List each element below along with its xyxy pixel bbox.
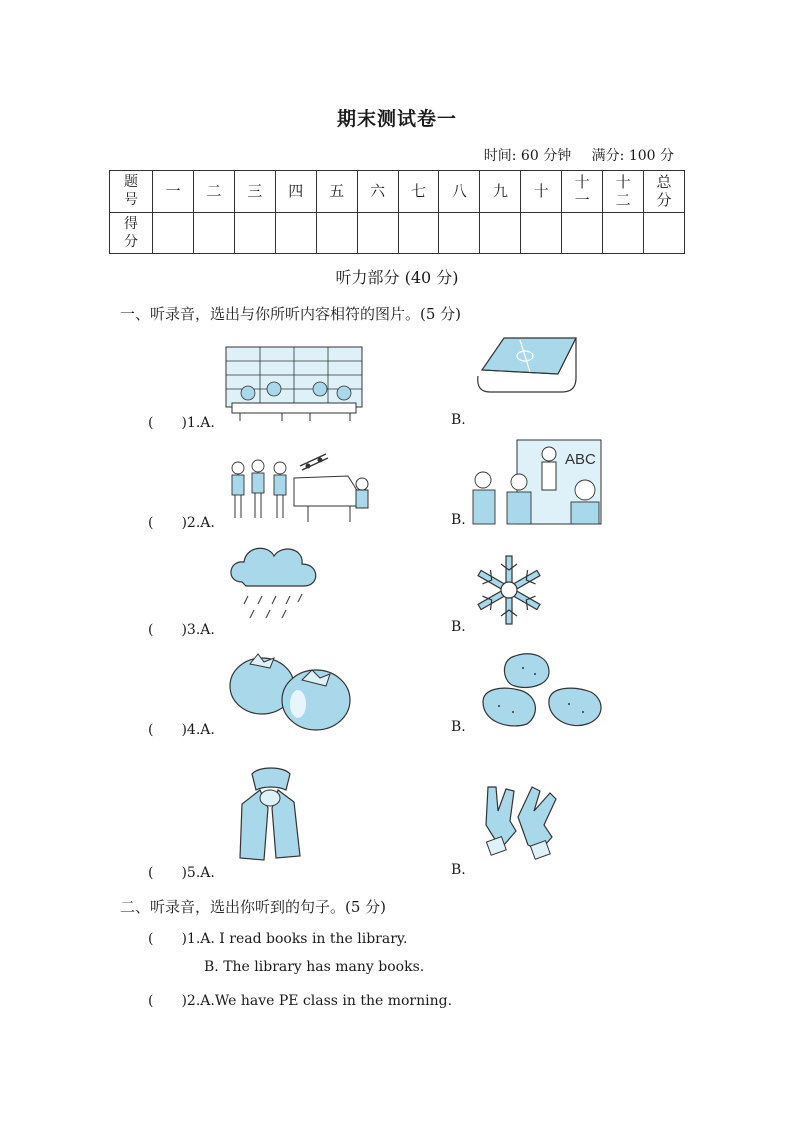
question-2-label: ( )2.A. [148, 515, 215, 531]
part1-heading: 一、听录音，选出与你所听内容相符的图片。(5 分) [120, 305, 462, 323]
question-3-label: ( )3.A. [148, 622, 215, 638]
library-reading-icon [226, 347, 362, 421]
score-cell[interactable] [153, 212, 194, 254]
question-number-cell: 十 [521, 171, 562, 213]
score-table-header-row [110, 171, 685, 213]
question-number-cell: 三 [234, 171, 275, 213]
part2-question-1-option-a: ( )1.A. I read books in the library. [148, 931, 408, 947]
question-5-option-b: B. [451, 862, 466, 878]
rain-cloud-icon [228, 542, 320, 624]
score-cell[interactable] [234, 212, 275, 254]
music-class-icon [228, 448, 378, 524]
question-number-cell: 一 [153, 171, 194, 213]
gloves-icon [474, 781, 566, 861]
score-table-score-row [110, 212, 685, 254]
question-number-cell: 二 [193, 171, 234, 213]
question-number-cell: 十 二 [603, 171, 644, 213]
question-number-cell: 九 [480, 171, 521, 213]
score-cell[interactable] [644, 212, 685, 254]
persimmon-icon [228, 650, 354, 732]
score-cell[interactable] [193, 212, 234, 254]
full-score: 满分: 100 分 [591, 148, 674, 164]
score-cell[interactable] [439, 212, 480, 254]
score-label: 得 分 [110, 212, 153, 254]
score-cell[interactable] [480, 212, 521, 254]
score-cell[interactable] [562, 212, 603, 254]
score-table [109, 170, 685, 254]
question-1-option-b: B. [451, 412, 466, 428]
question-number-label: 题 号 [110, 171, 153, 213]
question-number-cell: 总 分 [644, 171, 685, 213]
score-cell[interactable] [521, 212, 562, 254]
question-1-label: ( )1.A. [148, 415, 215, 431]
time-limit: 时间: 60 分钟 [483, 148, 572, 164]
question-5-label: ( )5.A. [148, 865, 215, 881]
question-4-label: ( )4.A. [148, 722, 215, 738]
football-field-icon [476, 334, 580, 394]
question-3-option-b: B. [451, 619, 466, 635]
score-cell[interactable] [316, 212, 357, 254]
question-number-cell: 十 一 [562, 171, 603, 213]
question-number-cell: 五 [316, 171, 357, 213]
part2-question-1-option-b: B. The library has many books. [204, 959, 425, 975]
part2-heading: 二、听录音，选出你听到的句子。(5 分) [120, 898, 387, 916]
question-4-option-b: B. [451, 719, 466, 735]
score-cell[interactable] [275, 212, 316, 254]
part2-question-2-option-a: ( )2.A.We have PE class in the morning. [148, 993, 453, 1009]
english-class-icon [473, 440, 601, 524]
exam-meta [484, 145, 674, 165]
score-cell[interactable] [357, 212, 398, 254]
scarf-icon [238, 768, 304, 862]
score-cell[interactable] [603, 212, 644, 254]
score-cell[interactable] [398, 212, 439, 254]
snowflake-icon [473, 552, 545, 628]
listening-section-title: 听力部分 (40 分) [335, 268, 459, 287]
page-title: 期末测试卷一 [336, 108, 457, 130]
board-text: ABC [565, 451, 596, 468]
question-number-cell: 六 [357, 171, 398, 213]
question-number-cell: 八 [439, 171, 480, 213]
question-2-option-b: B. [451, 512, 466, 528]
potato-icon [479, 652, 605, 728]
question-number-cell: 四 [275, 171, 316, 213]
question-number-cell: 七 [398, 171, 439, 213]
